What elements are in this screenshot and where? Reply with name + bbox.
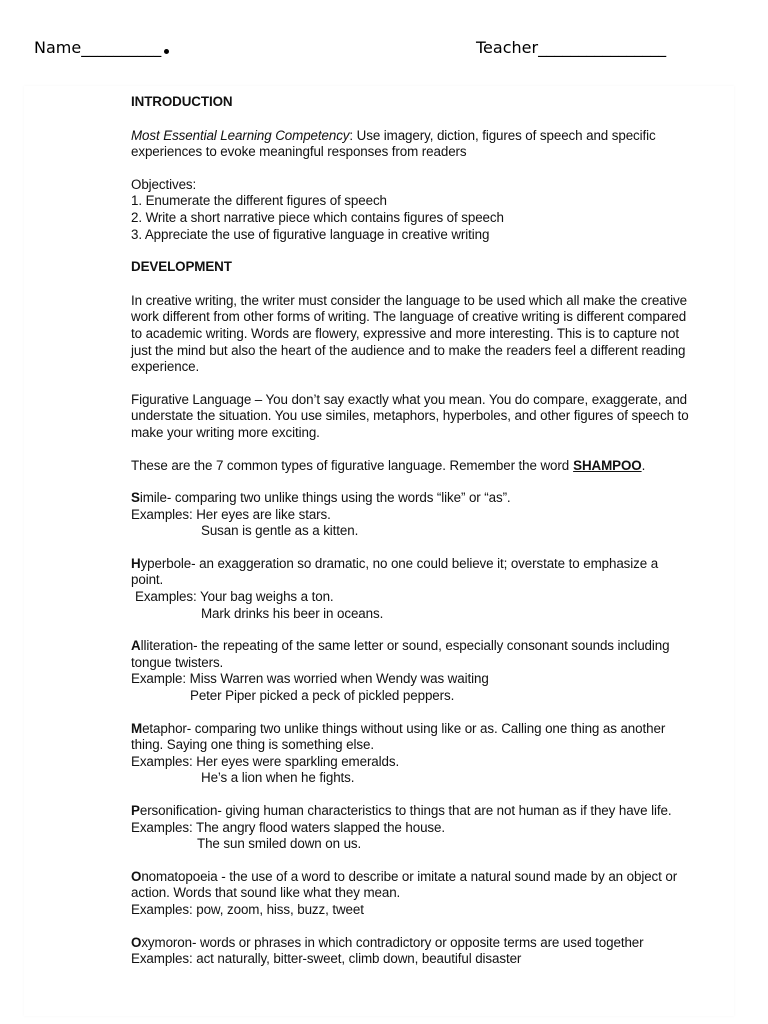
figure-definition-text: yperbole- an exaggeration so dramatic, no one could believe it; overstate to emphasize a point. [131, 555, 659, 588]
figure-definition [131, 556, 691, 589]
figure-definition [131, 803, 691, 820]
figure-personification [131, 803, 691, 853]
melc-text: : Use imagery, diction, figures of speech and specific experiences to evoke meaningful responses from readers [131, 127, 656, 160]
shampoo-period: . [641, 457, 646, 473]
figure-definition [131, 721, 691, 754]
shampoo-paragraph [131, 458, 691, 475]
shampoo-word: SHAMPOO [573, 457, 642, 473]
figure-initial: O [131, 868, 142, 884]
figure-example: Peter Piper picked a peck of pickled peppers. [190, 688, 455, 704]
figure-definition-text: etaphor- comparing two unlike things without using like or as. Calling one thing as another thing. Saying one thing is something else. [131, 720, 666, 753]
figure-definition [131, 869, 691, 902]
figure-example: Examples: Your bag weighs a ton. [135, 589, 334, 605]
figure-example: He’s a lion when he fights. [201, 770, 355, 786]
melc-paragraph [131, 128, 691, 161]
figure-initial: A [131, 638, 141, 654]
document-content [131, 94, 691, 968]
figure-example: Example: Miss Warren was worried when Wendy was waiting [131, 671, 489, 687]
figure-metaphor [131, 721, 691, 787]
figure-initial: H [131, 555, 141, 571]
teacher-label: Teacher________________ [476, 38, 667, 57]
objective-item: 2. Write a short narrative piece which contains figures of speech [131, 209, 504, 225]
development-heading: DEVELOPMENT [131, 259, 232, 275]
figure-definition-text: imile- comparing two unlike things using the words “like” or “as”. [139, 490, 511, 506]
name-field[interactable] [34, 38, 169, 57]
figure-initial: S [131, 490, 140, 506]
objective-item: 1. Enumerate the different figures of speech [131, 193, 387, 209]
figure-example: Examples: Her eyes are like stars. [131, 506, 331, 522]
figurative-language-paragraph: Figurative Language – You don’t say exactly what you mean. You do compare, exaggerate, and understate the situation. You use similes, metaphors, hyperboles, and other figures of speech to make your writing more exciting. [131, 391, 689, 440]
figure-initial: P [131, 803, 140, 818]
figure-initial: M [131, 720, 143, 736]
figure-example: Examples: Her eyes were sparkling emeralds. [131, 753, 400, 769]
figure-definition [131, 935, 691, 952]
figure-example: Examples: The angry flood waters slapped the house. [131, 819, 445, 835]
figure-definition-text: nomatopoeia - the use of a word to describe or imitate a natural sound made by an object or action. Words that sound like what they mean. [131, 868, 678, 901]
development-paragraph: In creative writing, the writer must consider the language to be used which all make the creative work different from other forms of writing. The language of creative writing is different compared to academic writing. Words are flowery, expressive and more interesting. This is to capture not just the mind but also the heart of the audience and to make the readers feel a different reading experience. [131, 292, 687, 375]
name-label: Name__________ [34, 38, 162, 57]
introduction-heading: INTRODUCTION [131, 94, 233, 109]
figure-oxymoron [131, 935, 691, 968]
figure-definition [131, 490, 691, 507]
bullet-dot [164, 49, 169, 54]
figure-definition [131, 638, 691, 671]
figure-hyperbole [131, 556, 691, 622]
teacher-field[interactable] [476, 38, 666, 57]
melc-label: Most Essential Learning Competency [131, 127, 350, 143]
figure-example: Examples: pow, zoom, hiss, buzz, tweet [131, 901, 364, 917]
figure-onomatopoeia [131, 869, 691, 919]
objective-item: 3. Appreciate the use of figurative language in creative writing [131, 226, 490, 242]
figure-definition-text: lliteration- the repeating of the same letter or sound, especially consonant sounds including tongue twisters. [131, 638, 670, 670]
figure-example: The sun smiled down on us. [197, 836, 362, 852]
figure-initial: O [131, 934, 142, 950]
figure-example: Mark drinks his beer in oceans. [201, 605, 384, 621]
figure-definition-text: xymoron- words or phrases in which contradictory or opposite terms are used together [141, 934, 644, 950]
figure-simile [131, 490, 691, 540]
figure-definition-text: ersonification- giving human characteristics to things that are not human as if they have life. [139, 803, 672, 818]
figure-example: Examples: act naturally, bitter-sweet, climb down, beautiful disaster [131, 951, 522, 967]
shampoo-intro: These are the 7 common types of figurative language. Remember the word [131, 457, 570, 473]
figure-alliteration [131, 638, 691, 704]
figure-example: Susan is gentle as a kitten. [201, 523, 359, 539]
objectives-label: Objectives: [131, 176, 197, 192]
